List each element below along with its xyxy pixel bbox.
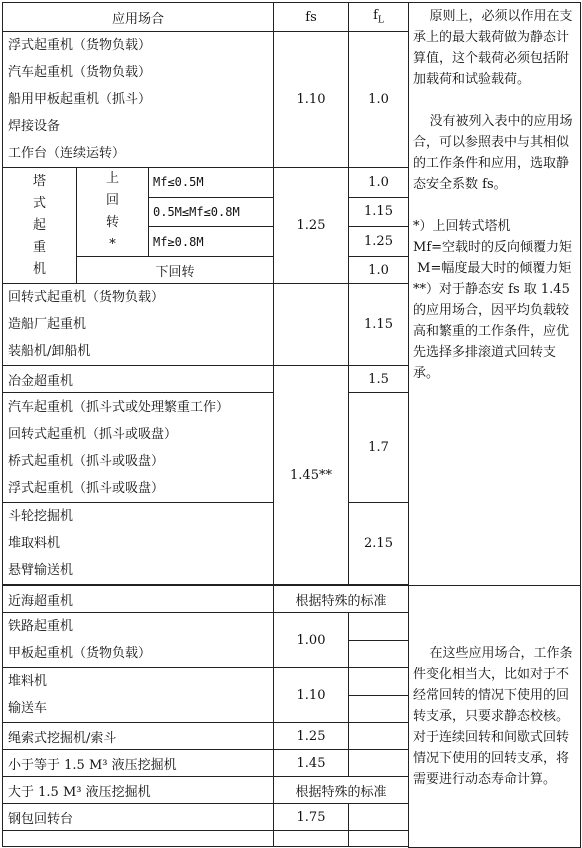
application-note: 在这些应用场合，工作条件变化相当大，比如对于不经常回转的情况下使用的回转支承，只要求静态校核。对于连续回转和间歇式回转情况下使用的回转支承，将需要进行动态寿命计算。 xyxy=(409,586,581,848)
list-item: 工作台（连续运转） xyxy=(8,146,126,161)
group5-fl: 1.7 xyxy=(349,393,409,503)
empty-fl-cell xyxy=(349,668,409,696)
group3-fl: 1.15 xyxy=(349,284,409,366)
b5-fs: 1.45 xyxy=(274,750,349,777)
tower-crane-label: 塔 式 起 重 机 xyxy=(3,168,77,284)
list-item: 汽车起重机（抓斗式或处理繁重工作） xyxy=(8,399,230,415)
b7-fs: 1.75 xyxy=(274,804,349,831)
b2-applications xyxy=(3,613,274,668)
list-item: 悬臂输送机 xyxy=(8,563,74,578)
list-item: 焊接设备 xyxy=(8,119,61,134)
b3-fs: 1.10 xyxy=(274,668,349,723)
group-fs-145: 1.45** xyxy=(274,366,349,585)
upper-slewing-label: 上 回 转 * xyxy=(77,168,149,257)
group1-fl: 1.0 xyxy=(349,32,409,168)
tower-condition: Mf≤0.5M xyxy=(149,168,274,198)
list-item: 甲板起重机（货物负载） xyxy=(8,646,152,661)
empty-fl-cell xyxy=(349,804,409,831)
list-item: 浮式起重机（抓斗或吸盘） xyxy=(8,480,165,496)
b5-application: 小于等于 1.5 M³ 液压挖掘机 xyxy=(3,750,274,777)
group3-applications xyxy=(3,284,274,366)
list-item: 堆取料机 xyxy=(8,536,61,551)
empty-fl-cell xyxy=(349,613,409,641)
lower-slewing-label: 下回转 xyxy=(77,257,274,284)
empty-fl-cell xyxy=(349,695,409,723)
header-application: 应用场合 xyxy=(3,3,274,32)
group1-applications xyxy=(3,32,274,168)
group4-fl: 1.5 xyxy=(349,366,409,393)
group5-applications xyxy=(3,393,274,503)
safety-factor-table xyxy=(2,2,581,848)
tower-fs: 1.25 xyxy=(274,168,349,284)
tower-condition: 0.5M≤Mf≤0.8M xyxy=(149,197,274,227)
tower-fl: 1.15 xyxy=(349,197,409,227)
lower-slewing-fl: 1.0 xyxy=(349,257,409,284)
filler xyxy=(3,831,274,847)
b3-applications xyxy=(3,668,274,723)
list-item: 浮式起重机（货物负载） xyxy=(8,38,152,53)
b6-application: 大于 1.5 M³ 液压挖掘机 xyxy=(3,777,274,804)
group1-fs: 1.10 xyxy=(274,32,349,168)
group6-applications xyxy=(3,503,274,585)
list-item: 堆料机 xyxy=(8,674,48,689)
b1-application: 近海超重机 xyxy=(3,586,274,613)
list-item: 桥式起重机（抓斗或吸盘） xyxy=(8,453,165,469)
b1-fs: 根据特殊的标准 xyxy=(274,586,409,613)
list-item: 回转式起重机（货物负载） xyxy=(8,290,165,305)
general-note: 原则上，必须以作用在支承上的最大载荷做为静态计算值，这个载荷必须包括附加载荷和试验载荷。 没有被列入表中的应用场合，可以参照表中与其相似的工作条件和应用，选取静态安全系数 fs。 *）上回转式塔机 Mf=空载时的反向倾覆力矩 M=幅度最大时的倾覆力矩 **）对于静态安 fs 取 1.45 的应用场合，因平均负载较高和繁重的工作条件，应优先选择多排滚道式回转支承。 xyxy=(409,3,581,586)
b6-fs: 根据特殊的标准 xyxy=(274,777,409,804)
filler xyxy=(349,831,409,847)
b4-fs: 1.25 xyxy=(274,723,349,750)
tower-fl: 1.25 xyxy=(349,227,409,257)
group6-fl: 2.15 xyxy=(349,503,409,585)
header-fs: fs xyxy=(274,3,349,32)
empty-fl-cell xyxy=(349,723,409,750)
b7-application: 钢包回转台 xyxy=(3,804,274,831)
filler xyxy=(274,831,349,847)
list-item: 汽车起重机（货物负载） xyxy=(8,65,152,80)
b2-fs: 1.00 xyxy=(274,613,349,668)
b4-application: 绳索式挖掘机/索斗 xyxy=(3,723,274,750)
list-item: 回转式起重机（抓斗或吸盘） xyxy=(8,426,178,442)
list-item: 铁路起重机 xyxy=(8,619,74,634)
empty-fl-cell xyxy=(349,640,409,668)
tower-fs-continued xyxy=(274,284,349,366)
tower-condition: Mf≥0.8M xyxy=(149,227,274,257)
list-item: 造船厂起重机 xyxy=(8,317,87,332)
tower-fl: 1.0 xyxy=(349,168,409,198)
group4-application: 冶金超重机 xyxy=(3,366,274,393)
list-item: 装船机/卸船机 xyxy=(8,344,91,359)
list-item: 输送车 xyxy=(8,701,48,716)
list-item: 船用甲板起重机（抓斗） xyxy=(8,92,152,107)
list-item: 斗轮挖掘机 xyxy=(8,509,74,524)
empty-fl-cell xyxy=(349,750,409,777)
header-fl: $f_L$ xyxy=(349,3,409,32)
